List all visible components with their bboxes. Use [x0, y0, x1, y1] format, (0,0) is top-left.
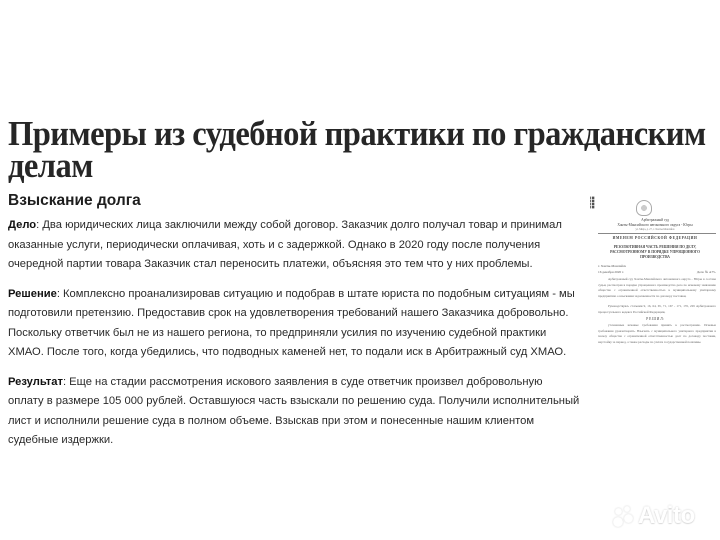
- document-rule: [598, 233, 716, 234]
- avito-watermark: [612, 498, 720, 534]
- solution-label: Решение: [8, 287, 57, 300]
- document-title-2: РАССМОТРЕННОМУ В ПОРЯДКЕ УПРОЩЕННОГО: [610, 250, 700, 254]
- document-city-row: [598, 264, 716, 268]
- case-paragraph-result: [8, 373, 580, 451]
- document-body-1: Арбитражный суд Ханты-Мансийского автономного округа - Югры в составе судьи, рассмотрев в порядке упрощенного производства дело по исковому заявлению общества с ограниченной ответственностью к муниципальному унитарному предприятию о взыскании задолженности по договору поставки,: [598, 277, 716, 298]
- document-title-3: ПРОИЗВОДСТВА: [640, 255, 670, 259]
- case-paragraph-case: [8, 216, 580, 275]
- qr-code-icon: [590, 196, 595, 209]
- court-name: Арбитражный суд: [641, 218, 669, 222]
- case-description: [8, 216, 580, 461]
- solution-text: : Комплексно проанализировав ситуацию и подобрав в штате юриста по подобным ситуациям - мы подготовили претензию. Предоставив срок на удовлетворения требований нашего Заказчика добровольно. Поскольку ответчик был не из нашего региона, то предприняли усилия по изучению судебной практики ХМАО. После того, когда убедились, что подводных каменей нет, то подали иск в Арбитражный суд ХМАО.: [8, 287, 575, 358]
- document-verdict-heading: Р Е Ш И Л:: [646, 317, 664, 321]
- coat-of-arms-icon: [636, 200, 652, 216]
- document-date: 16 декабря 2020 г.: [598, 270, 624, 274]
- document-title-1: РЕЗОЛЮТИВНАЯ ЧАСТЬ РЕШЕНИЯ ПО ДЕЛУ,: [613, 245, 697, 249]
- document-body-3: уточненные исковые требования принять к рассмотрению. Исковые требования удовлетворить. Взыскать с муниципального унитарного предприятия в пользу общества с ограниченной ответственностью долг по договору поставки, неустойку за период, а также расходы по уплате государственной пошлины.: [598, 323, 716, 344]
- case-label: Дело: [8, 219, 37, 231]
- result-text: : Еще на стадии рассмотрения искового заявления в суде ответчик произвел добровольную оплату в размере 105 000 рублей. Оставшуюся часть взыскали по решению суда. Получили исполнительный лист и исполнили решение суда в полном объеме. Взыскав при этом и понесенные нашим клиентом судебные издержки.: [8, 375, 580, 446]
- document-case-number: Дело № А75-: [696, 270, 716, 274]
- result-label: Результат: [8, 375, 63, 388]
- document-city: г. Ханты-Мансийск: [598, 264, 626, 268]
- case-paragraph-solution: [8, 285, 580, 363]
- avito-logo-icon: [612, 505, 634, 527]
- document-header: ИМЕНЕМ РОССИЙСКОЙ ФЕДЕРАЦИИ: [612, 236, 698, 240]
- court-region: Ханты-Мансийского автономного округа - Югры: [617, 223, 693, 227]
- court-document-image: [590, 196, 720, 396]
- page-title-line-2: делам: [8, 146, 93, 185]
- document-date-row: [598, 270, 716, 274]
- case-text: : Два юридических лица заключили между собой договор. Заказчик долго получал товар и принимал оказанные услуги, периодически оплачивая, хоть и с задержкой. Однако в 2020 году после получения очередной партии товара Заказчик стал переносить платежи, объясняя это тем что у них проблемы.: [8, 219, 562, 270]
- document-body-2: Руководствуясь статьями 9, 16, 64, 65, 71, 167 - 171, 176, 229 Арбитражного процессуального кодекса Российской Федерации,: [598, 304, 716, 314]
- avito-wordmark: Avito: [638, 502, 695, 529]
- page-title: [8, 114, 706, 185]
- section-title: Взыскание долга: [8, 192, 141, 209]
- page-title-line-1: Примеры из судебной практики по гражданским: [8, 114, 706, 153]
- court-address: ул. Мира, д. 27, г. Ханты-Мансийск: [635, 228, 675, 231]
